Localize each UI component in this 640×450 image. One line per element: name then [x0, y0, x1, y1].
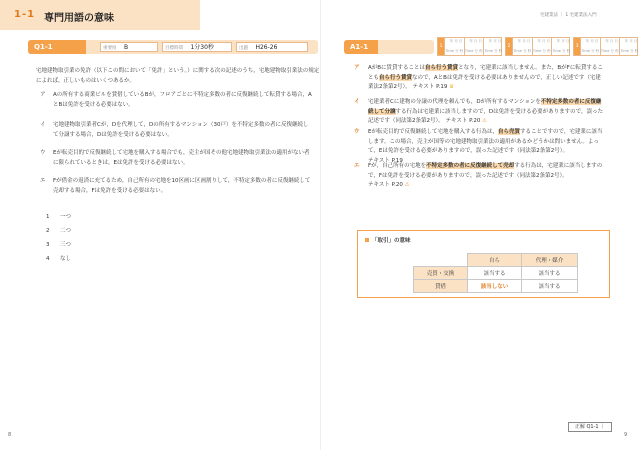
answer-header-bar: [344, 40, 434, 54]
tracker-time-label: Time 分 秒: [464, 49, 483, 53]
tracker-date-label: 年 月 日: [605, 39, 618, 43]
importance-value: B: [123, 44, 129, 51]
target-time-field: [162, 42, 232, 52]
row-header: 売買・交換: [414, 267, 468, 280]
row-header: 貸借: [414, 280, 468, 293]
text-reference: テキスト P.20: [445, 118, 481, 124]
target-time-value: 1分30秒: [190, 44, 214, 51]
column-header: 代理・媒介: [522, 254, 578, 267]
choice-number: 4: [46, 256, 50, 262]
answer-mark: エ: [354, 163, 360, 169]
question-header-bar: [28, 40, 318, 54]
answer-text-pre: AがBに賃貸することは: [368, 65, 426, 71]
study-tracker-2[interactable]: [505, 37, 570, 56]
tracker-time-label: Time 分 秒: [532, 49, 551, 53]
text-reference: テキスト P.20: [368, 182, 403, 188]
answer-text-mid: となり，宅建業に該当しません。また，BがFに転貸することも: [368, 65, 603, 81]
running-header: 宅建業法 ｜ 1 宅建業法入門: [540, 13, 597, 18]
choice-number: 1: [46, 214, 50, 220]
tracker-date-label: 年 月 日: [585, 39, 599, 43]
question-tag: Q1-1: [28, 40, 86, 54]
tracker-cell[interactable]: [532, 38, 552, 55]
choice-text: 二つ: [60, 228, 72, 234]
exam-source-label: 出題: [239, 46, 248, 51]
answer-text-pre: Eが転売目的で反復継続して宅地を購入する行為は，: [368, 129, 498, 135]
answer-highlight: 不特定多数の者に反復継続して売却: [426, 163, 515, 169]
question-stem: 宅地建物取引業の免許（以下この問において「免許」という。）に関する次の記述のうち，宅地建物取引業法の規定によれば，正しいものはいくつあるか。: [36, 68, 320, 84]
target-time-label: 目標時間: [165, 46, 183, 51]
study-tracker-3[interactable]: [573, 37, 638, 56]
study-tracker-1[interactable]: [437, 37, 502, 56]
tracker-cell[interactable]: [483, 38, 503, 55]
tracker-cell[interactable]: [464, 38, 484, 55]
chapter-header: [0, 0, 200, 30]
table-row: [414, 254, 578, 267]
answer-text-pre: 宅建業者Cに建物の分譲の代理を頼んでも，Dが所有するマンションを: [368, 99, 541, 105]
answer-text-mid: することですので，宅建業に該当します。この場合，売主が国等の宅地建物取引業法の適用があるかどうかは問いません。よって，Eは免許を受ける必要がありますので，誤った記述です（同法第2条第2号）。: [368, 129, 603, 154]
answer-highlight: 自ら行う賃貸: [379, 74, 413, 81]
option-letter: ア: [40, 92, 46, 98]
tracker-date-label: 年 月 日: [556, 39, 570, 43]
choice-number: 2: [46, 228, 50, 234]
answer-highlight: 自ら売買: [497, 129, 520, 135]
tracker-cell[interactable]: [600, 38, 620, 55]
tracker-date-label: 年 月 日: [488, 39, 502, 43]
chapter-number: 1-1: [14, 9, 36, 20]
choice-1[interactable]: [46, 212, 71, 220]
tracker-cell[interactable]: [580, 38, 600, 55]
tracker-time-label: Time 分 秒: [620, 49, 639, 53]
option-text: 宅地建物取引業者Cが，Dを代理して，Dの所有するマンション（30戸）を不特定多数の者に反復継続して分譲する場合，Dは免許を受ける必要はない。: [53, 122, 309, 138]
tracker-time-label: Time 分 秒: [581, 49, 600, 53]
tracker-time-label: Time 分 秒: [484, 49, 503, 53]
square-bullet-icon: [365, 238, 369, 242]
answer-mark: ウ: [354, 129, 360, 135]
tracker-time-label: Time 分 秒: [513, 49, 532, 53]
option-letter: ウ: [40, 150, 46, 156]
table-row: [414, 280, 578, 293]
correct-answer-box: 正解 Q1-1 ｜: [568, 422, 612, 432]
tracker-date-label: 年 月 日: [449, 39, 463, 43]
option-text: Aの所有する商業ビルを賃借しているBが，フロアごとに不特定多数の者に反復継続して転貸する場合，AとBは免許を受ける必要はない。: [53, 92, 312, 108]
torihiki-table: [413, 253, 578, 293]
option-text: Fが借金の返済に充てるため，自己所有の宅地を10区画に区画割りして，不特定多数の者に反復継続して売却する場合，Fは免許を受ける必要はない。: [53, 178, 311, 194]
answer-highlight: 不特定多数の者に反復継続して分譲: [368, 99, 602, 115]
page-number-right: 9: [624, 432, 628, 438]
tracker-cell[interactable]: [619, 38, 639, 55]
answer-highlight: 自ら行う賃貸: [425, 65, 459, 71]
answer-text: [368, 128, 604, 166]
tracker-round: 1: [438, 38, 444, 55]
table-cell: 該当する: [522, 267, 578, 280]
importance-label: 重要度: [103, 46, 117, 51]
text-reference: テキスト P.19: [412, 84, 448, 90]
text-reference: テキスト P.19: [368, 157, 403, 164]
tracker-date-label: 年 月 日: [469, 39, 482, 43]
answer-text-mid: する行為は宅建業に該当しますので，Dは免許を受ける必要がありますので，誤った記述です（同法第2条第2号）。: [368, 108, 604, 124]
table-corner: [414, 254, 468, 267]
answer-text-pre: Fが，自己所有の宅地を: [368, 163, 427, 169]
exam-source-value: H26-26: [255, 44, 278, 51]
tracker-date-label: 年 月 日: [517, 39, 531, 43]
choice-4[interactable]: [46, 254, 71, 262]
choice-number: 3: [46, 242, 50, 248]
warning-icon: ⚠: [482, 118, 488, 124]
answer-text: [368, 162, 604, 191]
choice-text: 一つ: [60, 214, 72, 220]
option-text: Eが転売目的で反復継続して宅地を購入する場合でも，売主が国その他宅地建物取引業法の適用がない者に限られているときは，Eは免許を受ける必要はない。: [53, 150, 310, 166]
table-row: [414, 267, 578, 280]
answer-text-mid: する行為は，宅建業に該当しますので，Fは免許を受ける必要がありますので，誤った記述です（同法第2条第2号）。: [368, 163, 603, 179]
torihiki-box: [357, 230, 610, 298]
choice-text: 三つ: [60, 242, 72, 248]
importance-field: [100, 42, 158, 52]
answer-text: [368, 64, 604, 93]
tracker-cell[interactable]: [512, 38, 532, 55]
tracker-time-label: Time 分 秒: [600, 49, 619, 53]
chapter-title: 専門用語の意味: [44, 13, 114, 24]
answer-mark: ア: [354, 65, 360, 71]
option-letter: エ: [40, 178, 46, 184]
table-cell: 該当しない: [468, 280, 522, 293]
crown-icon: ♛: [449, 84, 455, 90]
tracker-date-label: 年 月 日: [624, 39, 638, 43]
choice-3[interactable]: [46, 240, 71, 248]
tracker-date-label: 年 月 日: [537, 39, 550, 43]
answer-text: [368, 98, 604, 127]
tracker-cell[interactable]: [551, 38, 571, 55]
table-cell: 該当する: [522, 280, 578, 293]
tracker-round: 3: [574, 38, 580, 55]
tracker-round: 2: [506, 38, 512, 55]
tracker-cell[interactable]: [444, 38, 464, 55]
table-cell: 該当する: [468, 267, 522, 280]
answer-text-post: なので，AとBは免許を受ける必要はありませんので，正しい記述です（宅建業法2条第2号）。: [368, 74, 601, 90]
choice-text: なし: [60, 256, 72, 262]
tracker-time-label: Time 分 秒: [552, 49, 571, 53]
answer-tag: A1-1: [344, 40, 378, 54]
page-number-left: 8: [8, 432, 12, 438]
torihiki-title-text: 「取引」の意味: [372, 238, 411, 244]
torihiki-title: [365, 236, 411, 244]
option-letter: イ: [40, 122, 46, 128]
choice-2[interactable]: [46, 226, 71, 234]
column-header: 自ら: [468, 254, 522, 267]
warning-icon: ⚠: [404, 182, 410, 188]
exam-source-field: [236, 42, 308, 52]
answer-mark: イ: [354, 99, 360, 105]
tracker-time-label: Time 分 秒: [445, 49, 464, 53]
